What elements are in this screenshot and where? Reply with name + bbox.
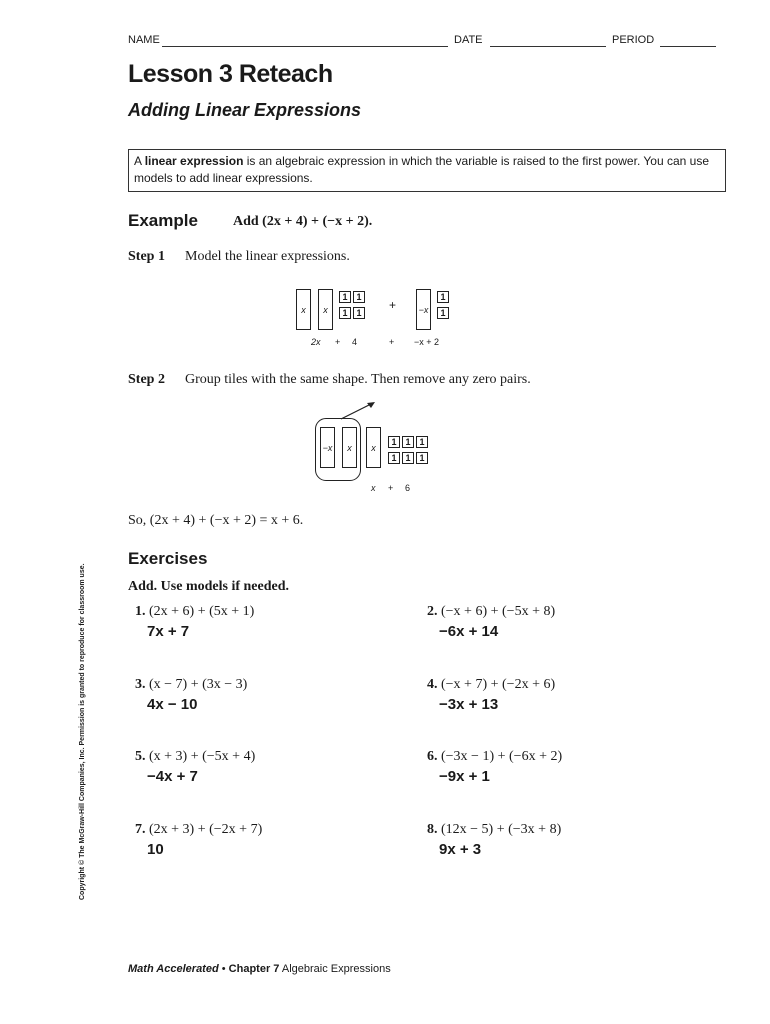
unit-tile: 1 (339, 291, 351, 303)
exercise-number: 5. (135, 749, 146, 764)
exercise-3 (135, 677, 247, 713)
exercise-number: 4. (427, 677, 438, 692)
exercise-number: 1. (135, 604, 146, 619)
exercise-6 (427, 749, 562, 785)
exercise-problem: (−x + 7) + (−2x + 6) (441, 677, 556, 692)
exercises-heading: Exercises (128, 549, 208, 568)
name-label: NAME (128, 34, 160, 46)
exercise-problem: (2x + 6) + (5x + 1) (149, 604, 255, 619)
caption-negx-plus-2: −x + 2 (414, 337, 440, 347)
exercise-number: 7. (135, 822, 146, 837)
period-line (660, 46, 716, 47)
unit-tile: 1 (339, 307, 351, 319)
conclusion: So, (2x + 4) + (−x + 2) = x + 6. (128, 513, 304, 528)
unit-tile: 1 (402, 452, 414, 464)
caption-plus: + (388, 483, 394, 493)
footer-chapter: Chapter 7 (228, 963, 280, 975)
x-tile: x (296, 289, 311, 330)
exercise-answer: −6x + 14 (439, 623, 499, 640)
exercise-8 (427, 822, 561, 858)
x-tile: x (366, 427, 381, 468)
neg-x-tile: −x (416, 289, 431, 330)
copyright-notice: Copyright © The McGraw-Hill Companies, Inc. Permission is granted to reproduce for classroom use. (79, 563, 86, 900)
exercise-answer: 10 (147, 841, 164, 858)
step1-text: Model the linear expressions. (185, 249, 350, 264)
date-label: DATE (454, 34, 483, 46)
exercise-2 (427, 604, 555, 640)
name-line (162, 46, 448, 47)
header-row (128, 34, 718, 50)
page-subtitle: Adding Linear Expressions (128, 100, 362, 120)
unit-tile: 1 (416, 436, 428, 448)
exercise-answer: 4x − 10 (147, 696, 198, 713)
exercise-1 (135, 604, 254, 640)
unit-tile: 1 (416, 452, 428, 464)
unit-tile: 1 (353, 291, 365, 303)
exercise-problem: (x + 3) + (−5x + 4) (149, 749, 256, 764)
step2-text: Group tiles with the same shape. Then remove any zero pairs. (185, 372, 531, 387)
definition-term: linear expression (144, 154, 244, 168)
caption-plus: + (389, 337, 395, 347)
exercise-4 (427, 677, 555, 713)
definition-text: is an algebraic expression in which the variable is raised to the first power. You can use models to add linear expressions. (134, 154, 710, 185)
unit-tile: 1 (402, 436, 414, 448)
exercise-problem: (2x + 3) + (−2x + 7) (149, 822, 263, 837)
exercise-answer: −3x + 13 (439, 696, 499, 713)
exercise-7 (135, 822, 262, 858)
period-label: PERIOD (612, 34, 655, 46)
x-tile: x (318, 289, 333, 330)
exercise-problem: (x − 7) + (3x − 3) (149, 677, 248, 692)
caption-2x: 2x (311, 337, 321, 347)
footer-bullet: • (221, 963, 226, 975)
exercise-5 (135, 749, 255, 785)
unit-tile: 1 (437, 291, 449, 303)
step1-label: Step 1 (128, 249, 165, 264)
unit-tile: 1 (353, 307, 365, 319)
exercise-answer: 9x + 3 (439, 841, 482, 858)
step2-label: Step 2 (128, 372, 165, 387)
exercises-instruction: Add. Use models if needed. (128, 579, 290, 594)
caption-plus: + (335, 337, 341, 347)
exercise-number: 6. (427, 749, 438, 764)
caption-x: x (371, 483, 376, 493)
page-title: Lesson 3 Reteach (128, 60, 333, 88)
date-line (490, 46, 606, 47)
footer-chapter-title: Algebraic Expressions (281, 963, 391, 975)
exercise-answer: −4x + 7 (147, 768, 198, 785)
x-tile: x (342, 427, 357, 468)
example-problem: Add (2x + 4) + (−x + 2). (233, 214, 373, 229)
caption-6: 6 (405, 483, 411, 493)
example-label: Example (128, 211, 198, 230)
exercise-answer: 7x + 7 (147, 623, 190, 640)
exercise-number: 3. (135, 677, 146, 692)
exercise-number: 2. (427, 604, 438, 619)
unit-tile: 1 (388, 436, 400, 448)
neg-x-tile: −x (320, 427, 335, 468)
unit-tile: 1 (388, 452, 400, 464)
definition-box (128, 149, 726, 192)
exercise-problem: (−x + 6) + (−5x + 8) (441, 604, 556, 619)
page-footer (128, 963, 391, 975)
exercise-problem: (12x − 5) + (−3x + 8) (441, 822, 562, 837)
caption-4: 4 (352, 337, 358, 347)
unit-tile: 1 (437, 307, 449, 319)
exercise-problem: (−3x − 1) + (−6x + 2) (441, 749, 563, 764)
plus-sign: + (389, 298, 397, 312)
definition-prefix: A (134, 154, 145, 168)
exercise-answer: −9x + 1 (439, 768, 490, 785)
exercise-number: 8. (427, 822, 438, 837)
footer-course: Math Accelerated (128, 963, 219, 975)
